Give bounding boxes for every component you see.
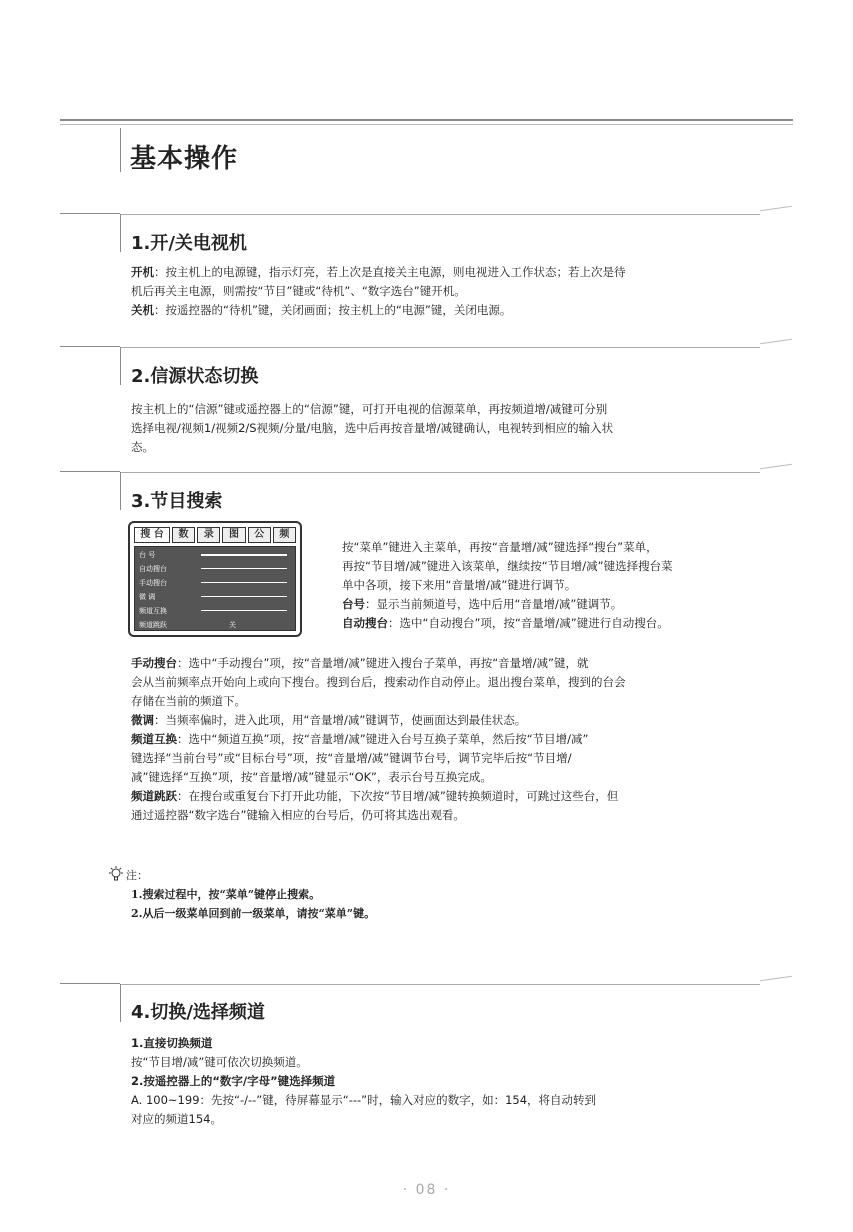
section1-rule-tail <box>760 206 792 211</box>
section2-rule <box>120 347 760 348</box>
title-vertical-bar <box>120 128 121 172</box>
menu-row-label: 频道互换 <box>139 607 167 615</box>
power-on-text: ：按主机上的电源键，指示灯亮，若上次是直接关主电源，则电视进入工作状态；若上次是待 <box>154 265 626 279</box>
note-block <box>126 866 726 885</box>
auto-search-text: ：选中“自动搜台”项，按“音量增/减”键进行自动搜台。 <box>388 616 669 630</box>
menu-row-label: 手动搜台 <box>139 579 167 587</box>
channel-number-label: 台号 <box>342 597 365 611</box>
manual-search-label: 手动搜台 <box>131 656 177 670</box>
top-rule-thin <box>60 124 793 125</box>
section2-title: 2.信源状态切换 <box>131 366 259 387</box>
section2-rule-tail <box>760 339 792 344</box>
direct-switch-text: 按“节目增/减”键可依次切换频道。 <box>131 1055 308 1069</box>
menu-body <box>134 546 296 631</box>
channel-swap-text: ：选中“频道互换”项，按“音量增/减”键进入台号互换子菜单，然后按“节目增/减” <box>177 732 589 746</box>
direct-switch-heading: 1.直接切换频道 <box>131 1036 213 1050</box>
section1-title: 1.开/关电视机 <box>131 233 247 254</box>
section1-paragraph1 <box>131 263 791 320</box>
section4-vertical-bar <box>120 984 121 1022</box>
section2-line1: 按主机上的“信源”键或遥控器上的“信源”键，可打开电视的信源菜单，再按频道增/减键可分别 <box>131 402 608 416</box>
section3-rule-left <box>60 471 120 472</box>
section4-rule-tail <box>760 976 792 981</box>
menu-tab-4: 图 <box>222 527 245 543</box>
menu-row-fine-tune <box>139 592 291 603</box>
menu-row-label: 台 号 <box>139 551 156 559</box>
menu-row-manual-search <box>139 578 291 589</box>
section3-vertical-bar <box>120 472 121 510</box>
channel-number-text: ：显示当前频道号，选中后用“音量增/减”键调节。 <box>365 597 623 611</box>
menu-row-auto-search <box>139 564 291 575</box>
section4-title: 4.切换/选择频道 <box>131 1002 265 1023</box>
section2-paragraph <box>131 400 791 457</box>
menu-row-label: 频道跳跃 <box>139 621 167 629</box>
power-off-text: ：按遥控器的“待机”键，关闭画面；按主机上的“电源”键，关闭电源。 <box>154 303 512 317</box>
section3-rule-tail <box>760 464 792 469</box>
section4-rule <box>120 984 760 985</box>
section2-vertical-bar <box>120 347 121 385</box>
section4-paragraph <box>131 1034 796 1129</box>
menu-row-channel-skip <box>139 620 291 631</box>
note-label: 注： <box>126 869 148 882</box>
section3-right-line3: 单中各项，接下来用“音量增/减”键进行调节。 <box>342 578 577 592</box>
channel-swap-label: 频道互换 <box>131 732 177 746</box>
section1-vertical-bar <box>120 214 121 252</box>
menu-row-channel <box>139 550 291 561</box>
section1-rule <box>120 214 760 215</box>
menu-tabs <box>134 527 296 543</box>
note-line2: 2.从后一级菜单回到前一级菜单，请按“菜单”键。 <box>131 907 376 920</box>
menu-tab-6: 频 <box>273 527 296 543</box>
menu-row-bar <box>201 582 287 583</box>
section3-title: 3.节目搜索 <box>131 491 223 512</box>
section3-right-line1: 按“菜单”键进入主菜单，再按“音量增/减”键选择“搜台”菜单， <box>342 540 658 554</box>
channel-swap-line2: 键选择“当前台号”或“目标台号”项，按“音量增/减”键调节台号，调节完毕后按“节目增/ <box>131 751 572 765</box>
menu-tab-3: 录 <box>197 527 220 543</box>
page-title: 基本操作 <box>130 144 239 174</box>
channel-swap-line3: 减”键选择“互换”项，按“音量增/减”键显示“OK”，表示台号互换完成。 <box>131 770 492 784</box>
section2-line3: 态。 <box>131 440 154 454</box>
note-line1: 1.搜索过程中，按“菜单”键停止搜索。 <box>131 888 321 901</box>
manual-search-text: ：选中“手动搜台”项，按“音量增/减”键进入搜台子菜单，再按“音量增/减”键，就 <box>177 656 589 670</box>
section3-details <box>131 654 796 825</box>
menu-row-bar <box>201 596 287 597</box>
fine-tune-text: ：当频率偏时，进入此项，用“音量增/减”键调节，使画面达到最佳状态。 <box>154 713 527 727</box>
section3-right-line2: 再按“节目增/减”键进入该菜单，继续按“节目增/减”键选择搜台菜 <box>342 559 673 573</box>
search-menu-illustration <box>128 521 302 637</box>
remote-digit-text-line2: 对应的频道154。 <box>131 1112 222 1126</box>
menu-row-label: 微 调 <box>139 593 156 601</box>
lightbulb-icon <box>108 866 124 882</box>
remote-digit-text: A. 100~199：先按“-/--”键，待屏幕显示“---”时，输入对应的数字，如：154，将自动转到 <box>131 1093 597 1107</box>
manual-search-line3: 存储在当前的频道下。 <box>131 694 246 708</box>
menu-tab-5: 公 <box>248 527 271 543</box>
channel-skip-text: ：在搜台或重复台下打开此功能，下次按“节目增/减”键转换频道时，可跳过这些台，但 <box>177 789 619 803</box>
remote-digit-heading: 2.按遥控器上的“数字/字母”键选择频道 <box>131 1074 336 1088</box>
menu-row-label: 自动搜台 <box>139 565 167 573</box>
section1-rule-left <box>60 213 120 214</box>
fine-tune-label: 微调 <box>131 713 154 727</box>
section2-line2: 选择电视/视频1/视频2/S视频/分量/电脑，选中后再按音量增/减键确认，电视转到相应的输入状 <box>131 421 614 435</box>
menu-row-channel-swap <box>139 606 291 617</box>
manual-search-line2: 会从当前频率点开始向上或向下搜台。搜到台后，搜索动作自动停止。退出搜台菜单，搜到的台会 <box>131 675 626 689</box>
section2-rule-left <box>60 346 120 347</box>
top-rule-thick <box>60 119 793 121</box>
menu-tab-2: 数 <box>172 527 195 543</box>
menu-row-bar <box>201 554 287 556</box>
channel-skip-line2: 通过遥控器“数字选台”键输入相应的台号后，仍可将其选出观看。 <box>131 808 465 822</box>
auto-search-label: 自动搜台 <box>342 616 388 630</box>
menu-row-bar <box>201 568 287 569</box>
power-on-text-line2: 机后再关主电源，则需按“节目”键或“待机”、“数字选台”键开机。 <box>131 284 466 298</box>
section3-rule <box>120 472 760 473</box>
channel-skip-label: 频道跳跃 <box>131 789 177 803</box>
menu-row-skip-value: 关 <box>229 621 236 629</box>
note-lines <box>131 885 731 923</box>
menu-row-bar <box>201 610 287 611</box>
section3-menu-intro <box>342 538 802 633</box>
page-number: · 08 · <box>402 1182 451 1198</box>
section4-rule-left <box>60 983 120 984</box>
power-on-label: 开机 <box>131 265 154 279</box>
menu-tab-search: 搜 台 <box>134 527 170 543</box>
power-off-label: 关机 <box>131 303 154 317</box>
